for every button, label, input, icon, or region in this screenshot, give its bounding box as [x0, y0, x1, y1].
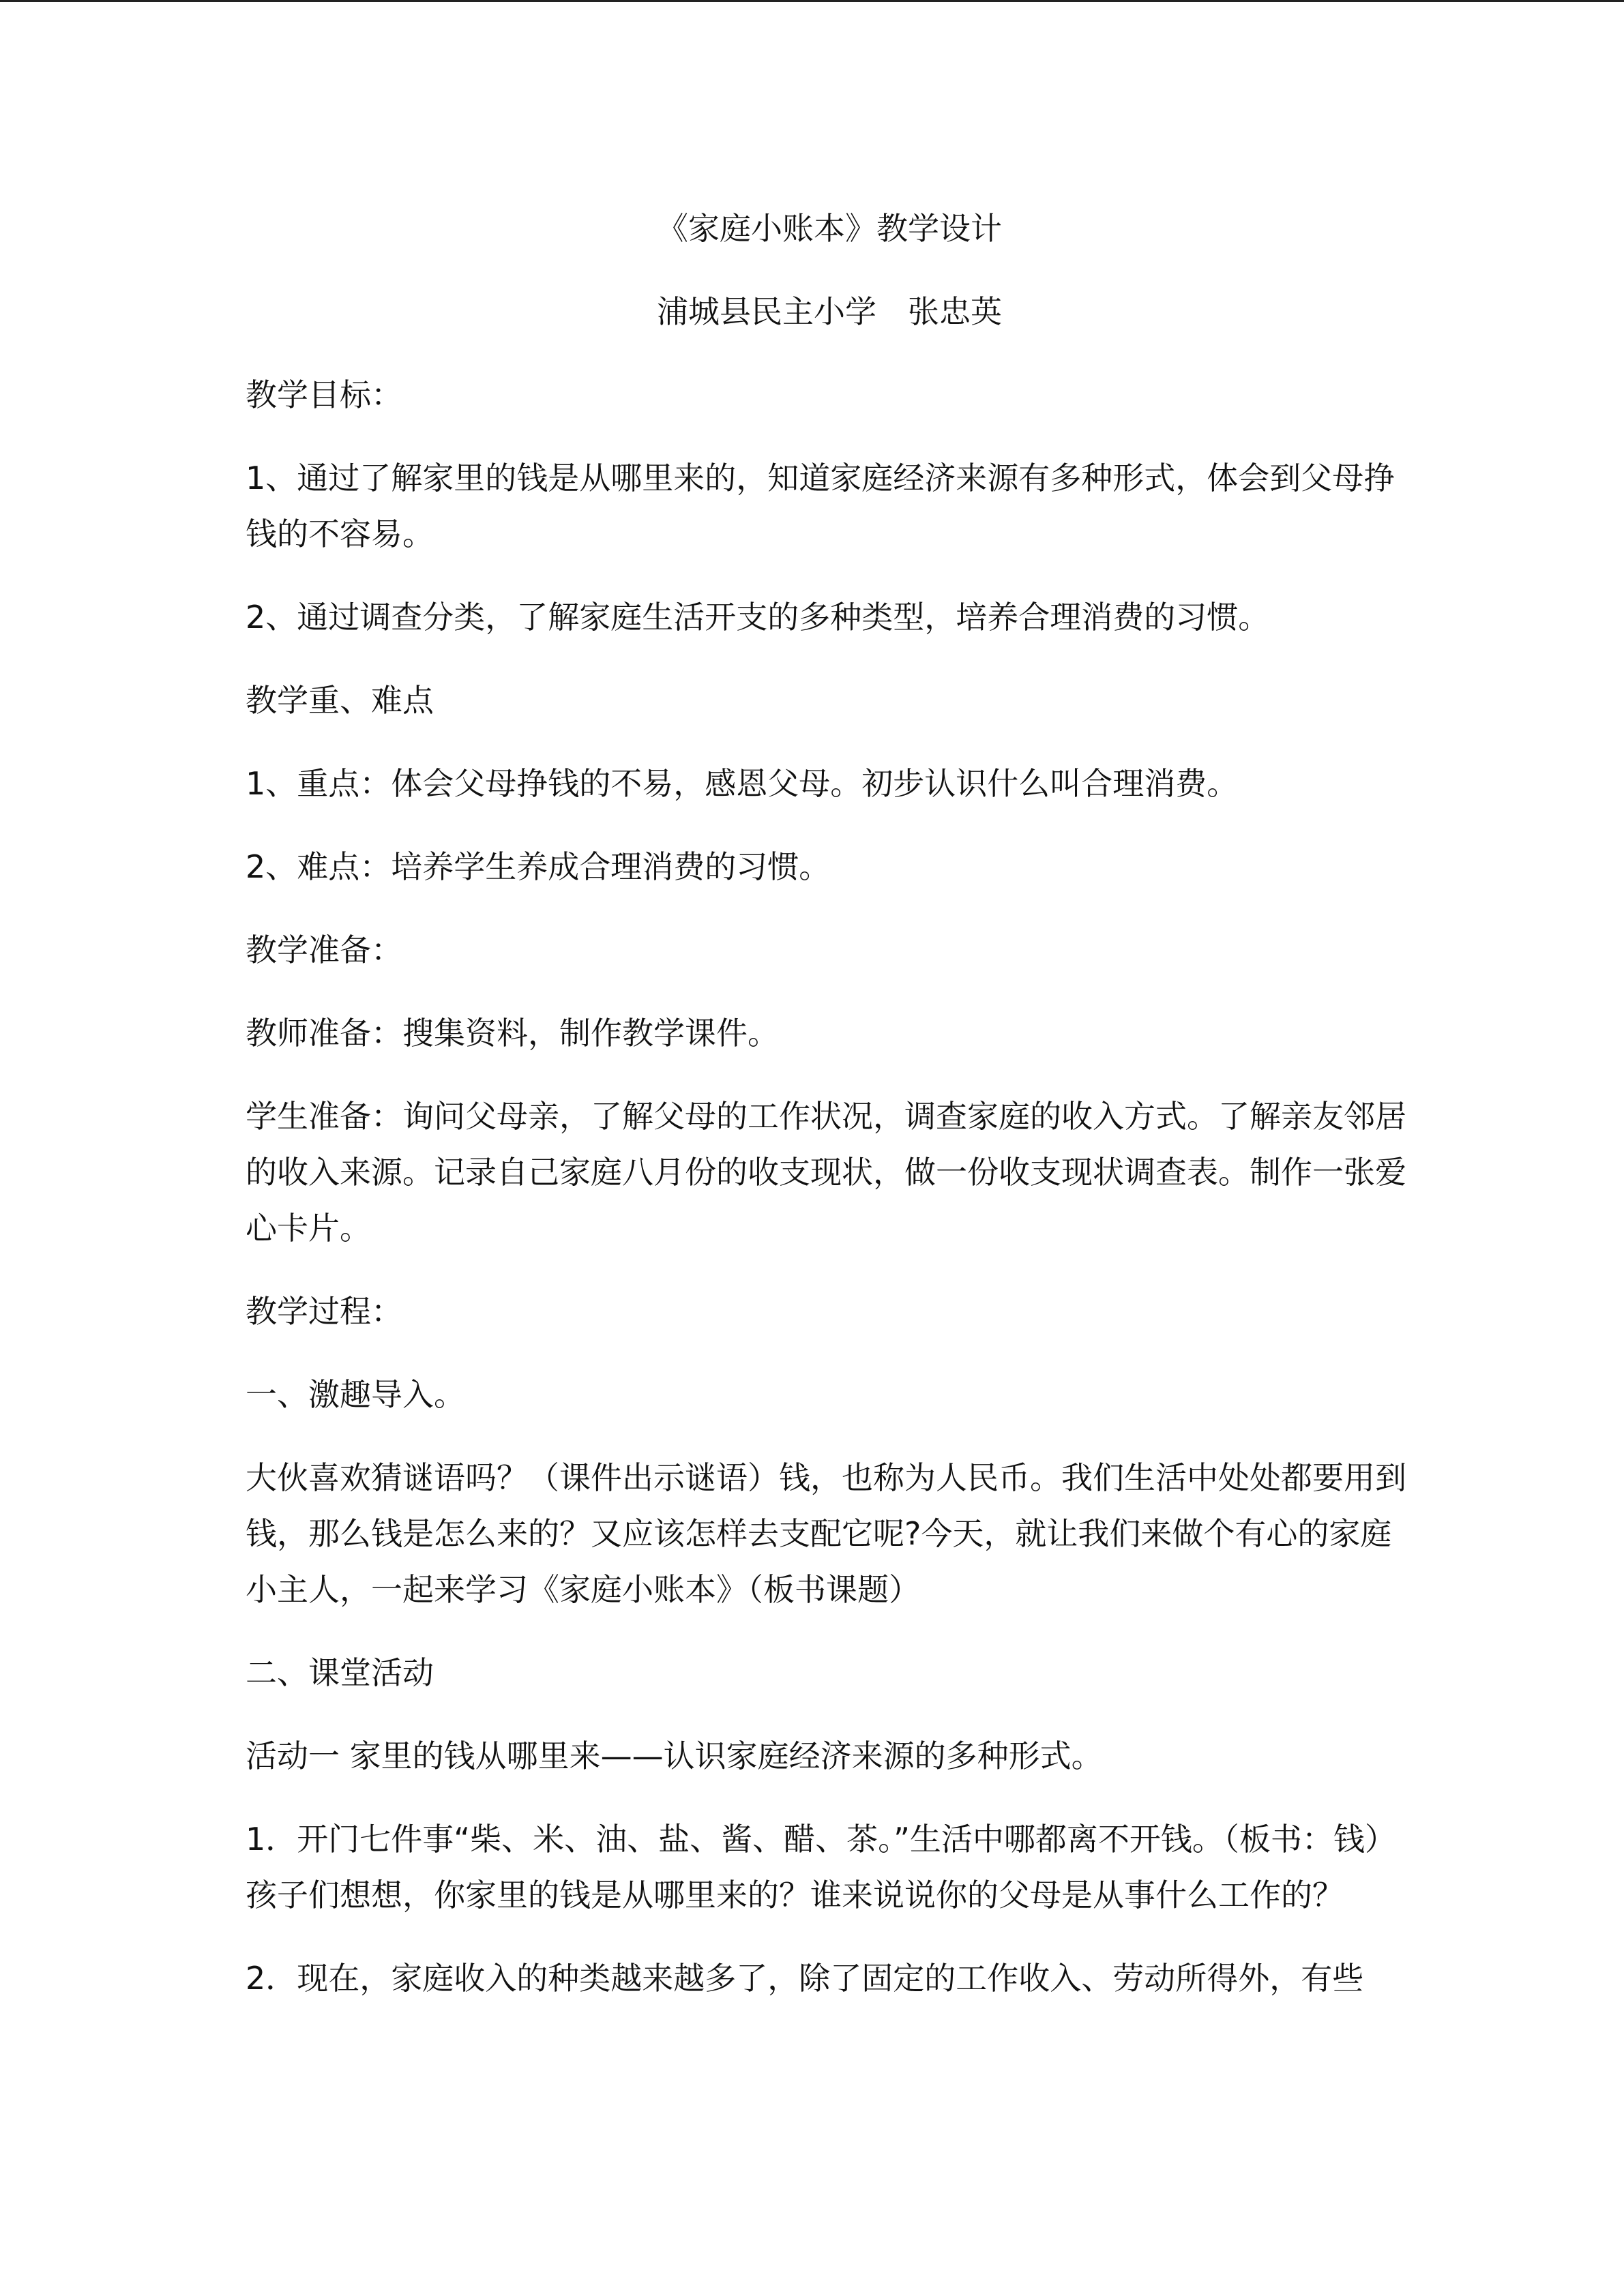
activity-one-item-2: 2．现在，家庭收入的种类越来越多了，除了固定的工作收入、劳动所得外，有些 — [246, 1960, 1364, 1997]
document-title: 《家庭小账本》教学设计 — [657, 210, 1002, 247]
key-point-1: 1、重点：体会父母挣钱的不易，感恩父母。初步认识什么叫合理消费。 — [246, 765, 1239, 802]
step-one-heading: 一、激趣导入。 — [246, 1376, 465, 1413]
section-heading-objectives: 教学目标： — [246, 376, 402, 413]
teacher-preparation: 教师准备：搜集资料，制作教学课件。 — [246, 1015, 779, 1052]
document-body — [246, 200, 1413, 2033]
key-point-2: 2、难点：培养学生养成合理消费的习惯。 — [246, 848, 831, 885]
objective-item-1: 1、通过了解家里的钱是从哪里来的，知道家庭经济来源有多种形式，体会到父母挣钱的不容易。 — [246, 460, 1396, 552]
student-preparation: 学生准备：询问父母亲，了解父母的工作状况，调查家庭的收入方式。了解亲友邻居的收入来源。记录自己家庭八月份的收支现状，做一份收支现状调查表。制作一张爱心卡片。 — [246, 1098, 1406, 1247]
activity-one-item-1: 1．开门七件事“柴、米、油、盐、酱、醋、茶。”生活中哪都离不开钱。（板书：钱）孩子们想想，你家里的钱是从哪里来的？谁来说说你的父母是从事什么工作的？ — [246, 1821, 1396, 1913]
author-line: 浦城县民主小学 张忠英 — [657, 293, 1002, 330]
section-heading-preparation: 教学准备： — [246, 931, 402, 968]
section-heading-process: 教学过程： — [246, 1293, 402, 1330]
step-one-text: 大伙喜欢猜谜语吗？（课件出示谜语）钱，也称为人民币。我们生活中处处都要用到钱，那么钱是怎么来的？又应该怎样去支配它呢?今天，就让我们来做个有心的家庭小主人，一起来学习《家庭小账本》（板书课题） — [246, 1459, 1406, 1608]
step-two-heading: 二、课堂活动 — [246, 1654, 434, 1691]
section-heading-key-points: 教学重、难点 — [246, 682, 434, 719]
objective-item-2: 2、通过调查分类，了解家庭生活开支的多种类型，培养合理消费的习惯。 — [246, 599, 1270, 636]
activity-one-heading: 活动一 家里的钱从哪里来——认识家庭经济来源的多种形式。 — [246, 1738, 1103, 1774]
page-top-border — [0, 0, 1624, 2]
